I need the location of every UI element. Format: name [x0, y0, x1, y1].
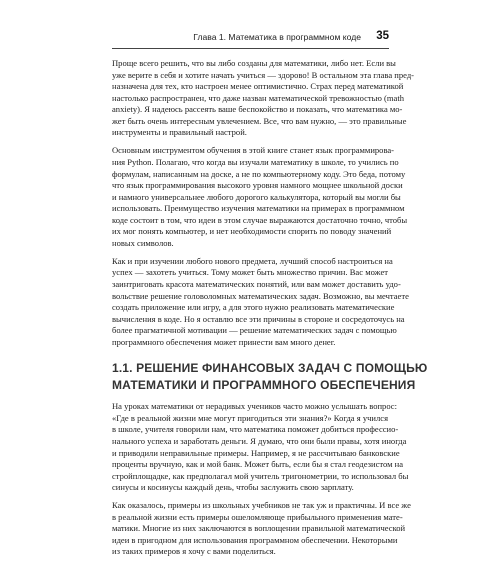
text-line: в реальной жизни есть примеры ошеломляюще прибыльного применения мате-	[112, 511, 403, 522]
section-heading	[112, 360, 428, 393]
section-paragraph-2	[112, 500, 411, 558]
text-line: в школе, учителя говорили нам, что математика поможет добиться профессио-	[112, 424, 399, 435]
paragraph-2	[112, 145, 408, 249]
text-line: Основным инструментом обучения в этой книге станет язык программирова-	[112, 145, 395, 156]
text-line: anxiety). Я надеюсь рассеять ваше беспокойство и показать, что математика мо-	[112, 104, 403, 115]
text-line: синусы и косинусы каждый день, чтобы заслужить свою зарплату.	[112, 482, 354, 493]
paragraph-3	[112, 255, 409, 348]
text-line: идеи в пригодном для использования программном обеспечении. Некоторыми	[112, 534, 398, 545]
text-line: что язык программирования высокого уровня намного мощнее школьной доски	[112, 180, 403, 191]
text-line: «Где в реальной жизни мне могут пригодиться эти знания?» Когда я учился	[112, 412, 388, 423]
text-line: новых символов.	[112, 237, 174, 248]
text-line: настолько распространен, что даже назван математической тревожностью (math	[112, 92, 404, 103]
section-heading-line: МАТЕМАТИКИ И ПРОГРАММНОГО ОБЕСПЕЧЕНИЯ	[112, 377, 416, 392]
text-line: назначена для тех, кто настроен менее оптимистично. Страх перед математикой	[112, 81, 404, 92]
text-line: формулам, написанным на доске, а не по компьютерному коду. Это беда, потому	[112, 168, 406, 179]
text-line: жет быть очень интересным увлечением. Все, что вам нужно, — это правильные	[112, 115, 407, 126]
text-line: На уроках математики от нерадивых учеников часто можно услышать вопрос:	[112, 401, 397, 412]
page-body	[112, 58, 428, 565]
paragraph-1	[112, 58, 415, 139]
text-line: стройплощадке, как предполагал мой учитель тригонометрии, то использовал бы	[112, 470, 409, 481]
chapter-title: Глава 1. Математика в программном коде	[193, 32, 361, 42]
header-rule	[112, 48, 389, 49]
page-number: 35	[376, 30, 389, 42]
section-heading-line: 1.1. РЕШЕНИЕ ФИНАНСОВЫХ ЗАДАЧ С ПОМОЩЬЮ	[112, 361, 428, 376]
text-line: и приводили неправильные примеры. Например, я не рассчитываю банковские	[112, 447, 400, 458]
text-line: инструменты и правильный настрой.	[112, 127, 247, 138]
section-paragraph-1	[112, 401, 409, 493]
text-line: успех — захотеть учиться. Тому может быть множество причин. Вас может	[112, 267, 388, 278]
text-line: вольствие решение головоломных математических задач. Возможно, вы мечтаете	[112, 290, 409, 301]
text-line: и намного универсальнее любого дорогого калькулятора, который вы могли бы	[112, 191, 401, 202]
text-line: программного обеспечения может принести вам много денег.	[112, 336, 336, 347]
text-line: более прагматичной мотивации — решение математических задач с помощью	[112, 325, 397, 336]
text-line: из таких примеров я хочу с вами поделиться.	[112, 546, 276, 557]
text-line: Как и при изучении любого нового предмета, лучший способ настроиться на	[112, 255, 393, 266]
text-line: уже верите в себя и хотите начать учиться — здорово! В остальном эта глава пред-	[112, 69, 415, 80]
text-line: их мог понять компьютер, и нет необходимости спорить по поводу значений	[112, 226, 392, 237]
text-line: вычисления в коде. Но я оставлю все эти причины в стороне и сосредоточусь на	[112, 313, 405, 324]
text-line: матики. Многие из них заключаются в воплощении правильной математической	[112, 523, 406, 534]
running-header	[112, 30, 389, 48]
text-line: Проще всего решить, что вы либо созданы для математики, либо нет. Если вы	[112, 58, 396, 68]
text-line: создать приложение или игру, а для этого нужно реализовать математические	[112, 302, 395, 313]
text-line: ния Python. Полагаю, что когда вы изучали математику в школе, то учились по	[112, 156, 399, 167]
text-line: проценты вручную, как и мой банк. Может быть, если бы я стал геодезистом на	[112, 459, 404, 470]
text-line: коде состоит в том, что идеи в этом случае выражаются достаточно точно, чтобы	[112, 214, 408, 225]
text-line: Как оказалось, примеры из школьных учебников не так уж и практичны. И все же	[112, 500, 411, 511]
text-line: использовать. Преимущество изучения математики на примерах в программном	[112, 203, 405, 214]
text-line: заинтриговать красота математических понятий, или вам может доставить удо-	[112, 279, 401, 290]
text-line: нального успеха и заработать деньги. Я думаю, что они были правы, хотя иногда	[112, 435, 407, 446]
